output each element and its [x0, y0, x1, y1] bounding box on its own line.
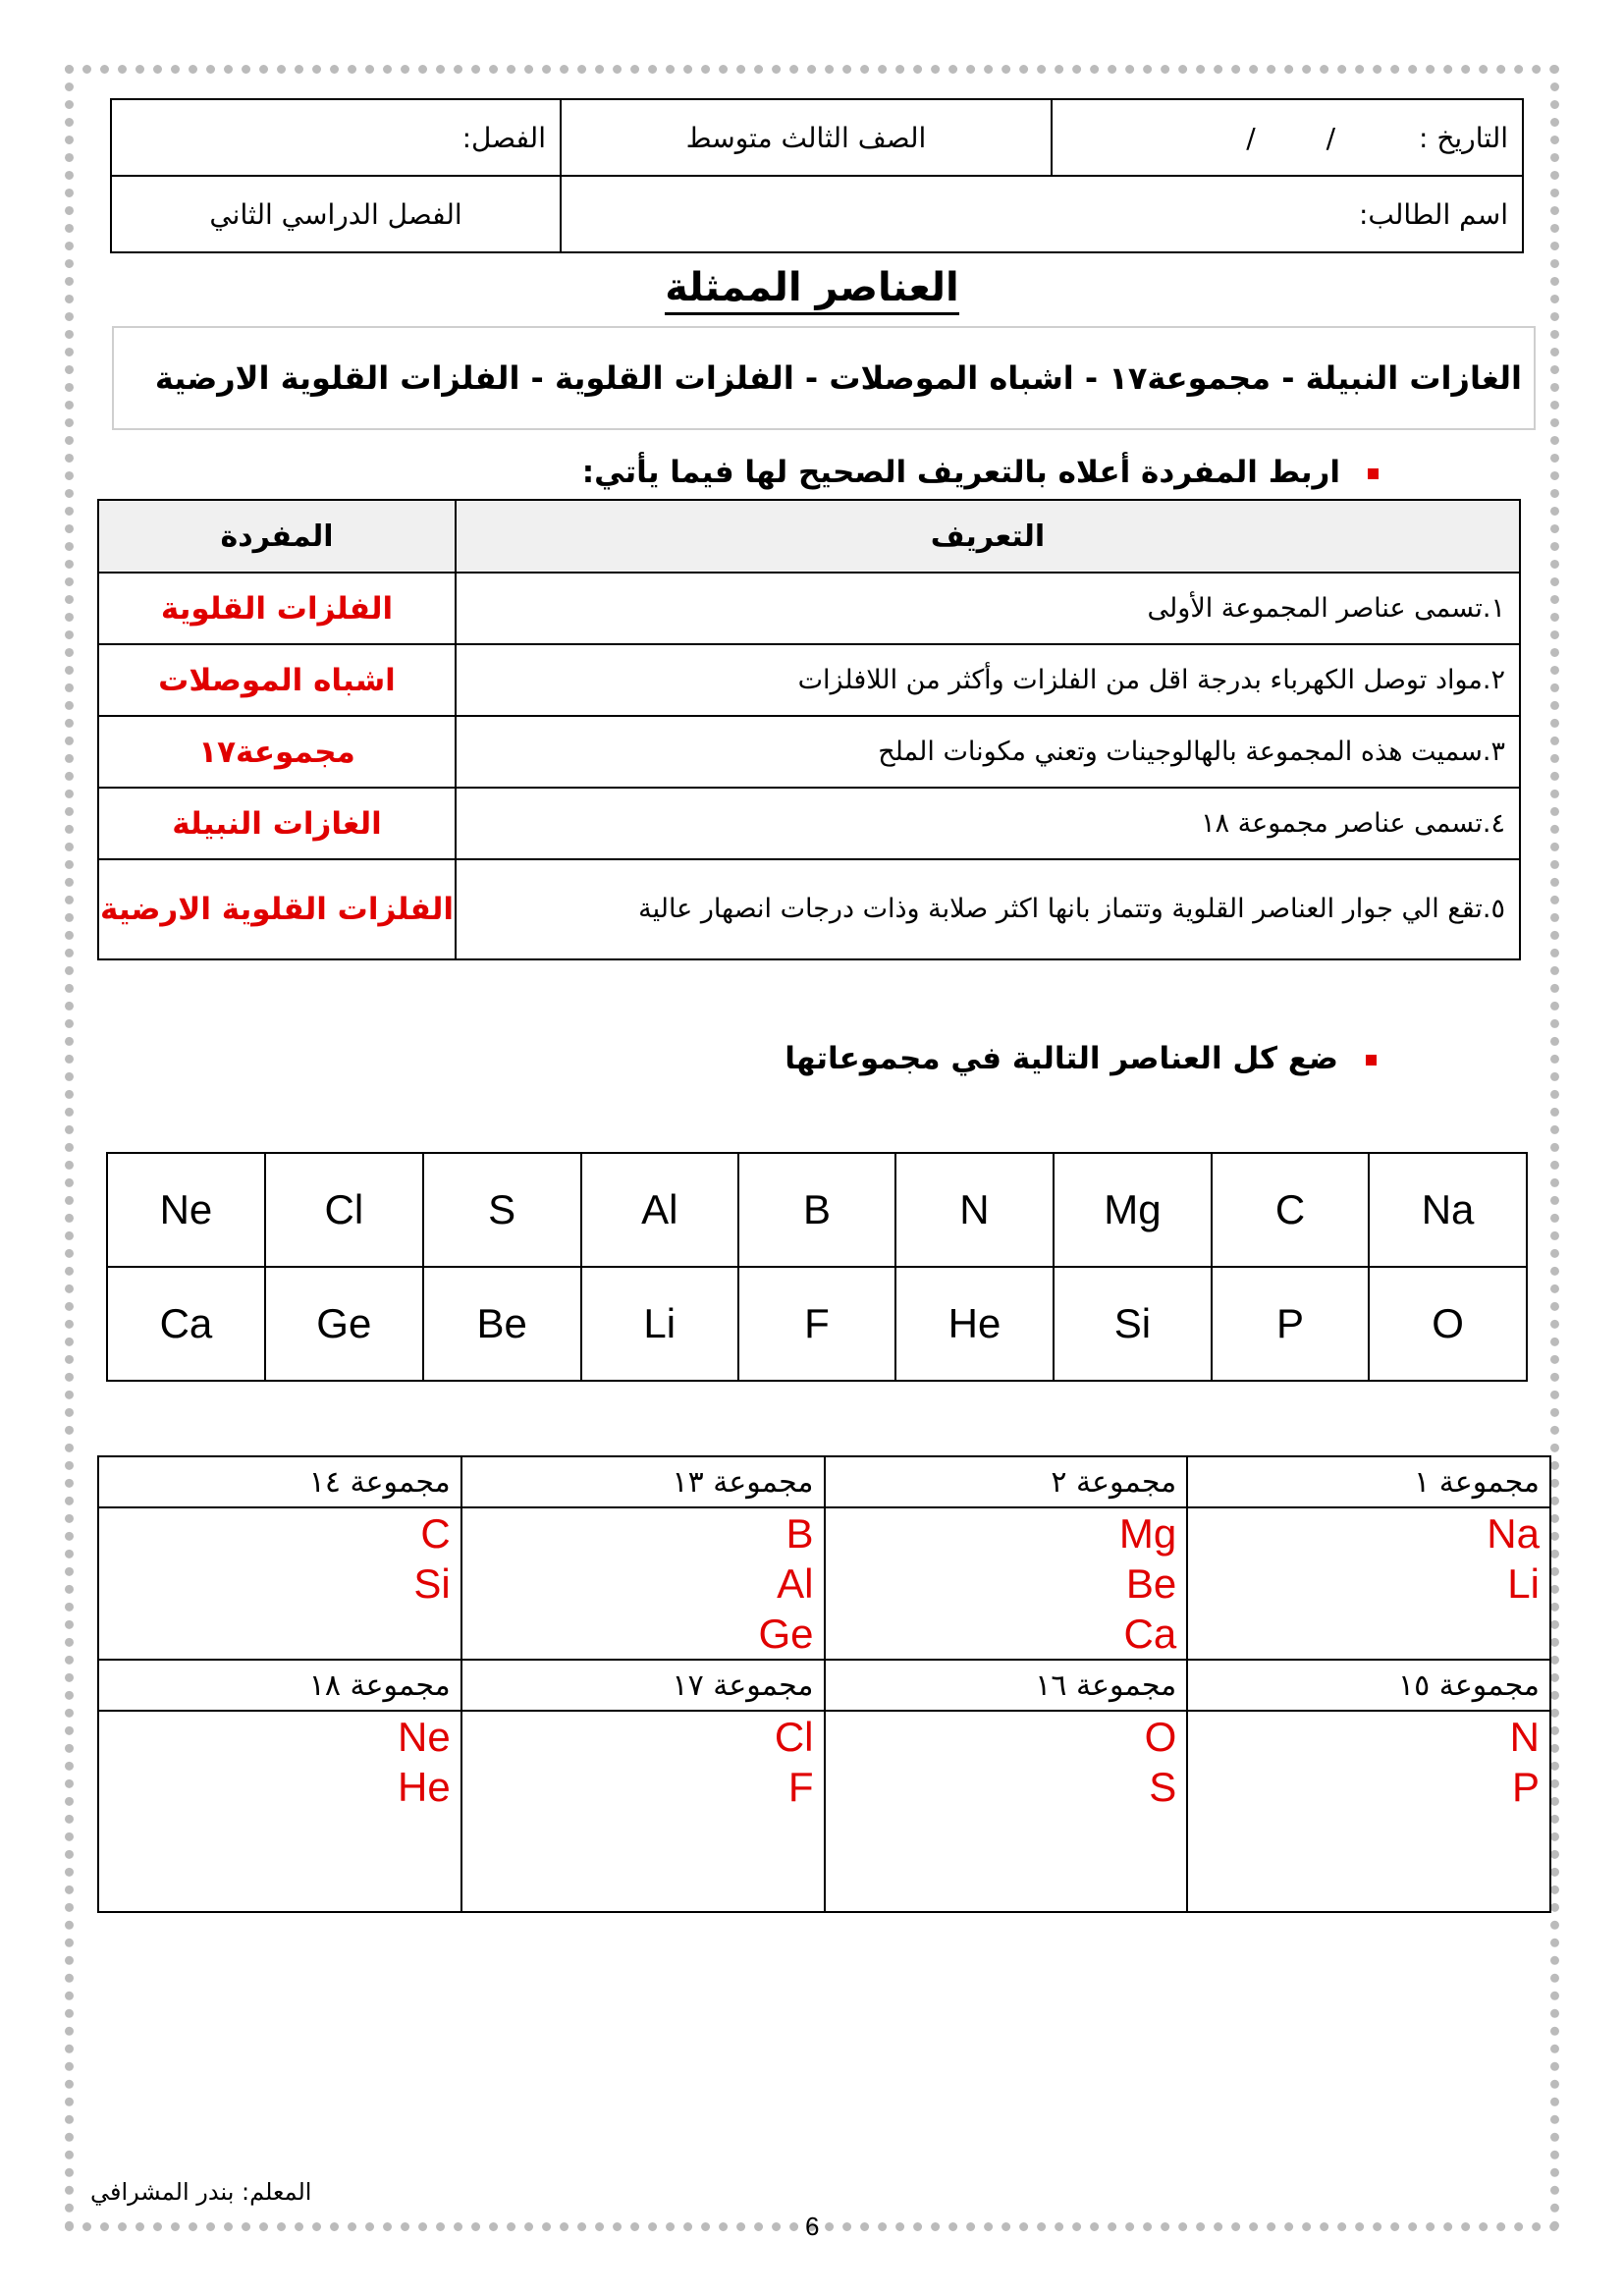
student-name-cell: اسم الطالب: — [561, 176, 1523, 252]
element-answer: F — [787, 1764, 814, 1810]
element-cell: O — [1369, 1267, 1527, 1381]
groups-header-row-2 — [98, 1660, 1550, 1711]
group-label: مجموعة ١٧ — [461, 1660, 825, 1711]
bullet-icon — [1366, 1055, 1377, 1066]
groups-table — [97, 1455, 1551, 1913]
groups-answer-row-1 — [98, 1507, 1550, 1660]
group-label: مجموعة ١٦ — [825, 1660, 1188, 1711]
group-answers — [461, 1711, 825, 1912]
group-answers — [1187, 1507, 1550, 1660]
element-cell: Ge — [265, 1267, 423, 1381]
date-label: التاريخ : — [1418, 121, 1508, 154]
elements-row-2 — [107, 1267, 1527, 1381]
element-answer: Si — [413, 1560, 451, 1607]
element-answer: Li — [1507, 1560, 1540, 1607]
instruction-match: اربط المفردة أعلاه بالتعريف الصحيح لها فيما يأتي: — [582, 455, 1379, 490]
teacher-name: المعلم: بندر المشرافي — [90, 2178, 312, 2206]
table-row — [98, 859, 1520, 959]
table-row — [98, 788, 1520, 859]
element-answer: He — [398, 1764, 451, 1810]
element-answer: Be — [1125, 1560, 1177, 1607]
element-cell: Na — [1369, 1153, 1527, 1267]
group-answers — [1187, 1711, 1550, 1912]
class-cell: الفصل: — [111, 99, 561, 176]
group-label: مجموعة ١٨ — [98, 1660, 461, 1711]
element-cell: Cl — [265, 1153, 423, 1267]
element-answer: S — [1149, 1764, 1177, 1810]
element-cell: F — [738, 1267, 895, 1381]
instruction-classify: ضع كل العناصر التالية في مجموعاتها — [785, 1041, 1377, 1076]
element-cell: Al — [581, 1153, 738, 1267]
element-cell: P — [1212, 1267, 1369, 1381]
answer-cell: الفلزات القلوية — [98, 573, 456, 644]
answer-cell: الغازات النبيلة — [98, 788, 456, 859]
word-bank: الغازات النبيلة - مجموعة١٧ - اشباه الموصلات - الفلزات القلوية - الفلزات القلوية الارضية — [112, 326, 1536, 430]
answer-cell: مجموعة١٧ — [98, 716, 456, 788]
element-answer: P — [1511, 1764, 1540, 1810]
element-answer: B — [785, 1510, 814, 1557]
element-cell: C — [1212, 1153, 1369, 1267]
element-cell: S — [423, 1153, 581, 1267]
page-number: 6 — [805, 2212, 820, 2241]
element-cell: Ne — [107, 1153, 265, 1267]
group-answers — [825, 1711, 1188, 1912]
definition-cell: ٣.سميت هذه المجموعة بالهالوجينات وتعني مكونات الملح — [456, 716, 1520, 788]
header-table — [110, 98, 1524, 253]
element-answer: Na — [1487, 1510, 1540, 1557]
groups-header-row-1 — [98, 1456, 1550, 1507]
element-answer: Ne — [398, 1714, 451, 1760]
element-answer: O — [1144, 1714, 1177, 1760]
group-label: مجموعة ١٤ — [98, 1456, 461, 1507]
term-header: المفردة — [98, 500, 456, 573]
element-answer: Ca — [1123, 1611, 1177, 1657]
date-slashes: // — [1246, 121, 1336, 154]
group-answers — [825, 1507, 1188, 1660]
group-answers — [98, 1711, 461, 1912]
definition-cell: ٤.تسمى عناصر مجموعة ١٨ — [456, 788, 1520, 859]
group-label: مجموعة ١ — [1187, 1456, 1550, 1507]
element-answer: C — [420, 1510, 451, 1557]
bullet-icon — [1368, 468, 1379, 479]
element-cell: He — [895, 1267, 1054, 1381]
definition-cell: ٢.مواد توصل الكهرباء بدرجة اقل من الفلزات وأكثر من اللافلزات — [456, 644, 1520, 716]
table-row — [98, 573, 1520, 644]
element-answer: N — [1509, 1714, 1540, 1760]
element-cell: Be — [423, 1267, 581, 1381]
element-answer: Cl — [774, 1714, 814, 1760]
group-label: مجموعة ١٥ — [1187, 1660, 1550, 1711]
element-answer: Ge — [758, 1611, 814, 1657]
groups-answer-row-2 — [98, 1711, 1550, 1912]
grade-cell: الصف الثالث متوسط — [561, 99, 1052, 176]
element-cell: Si — [1054, 1267, 1212, 1381]
element-cell: Mg — [1054, 1153, 1212, 1267]
group-label: مجموعة ١٣ — [461, 1456, 825, 1507]
group-answers — [461, 1507, 825, 1660]
elements-row-1 — [107, 1153, 1527, 1267]
element-cell: B — [738, 1153, 895, 1267]
semester-cell: الفصل الدراسي الثاني — [111, 176, 561, 252]
group-label: مجموعة ٢ — [825, 1456, 1188, 1507]
element-answer: Mg — [1118, 1510, 1177, 1557]
element-cell: N — [895, 1153, 1054, 1267]
elements-table — [106, 1152, 1528, 1382]
answer-cell: اشباه الموصلات — [98, 644, 456, 716]
element-answer: Al — [777, 1560, 814, 1607]
element-cell: Li — [581, 1267, 738, 1381]
definition-header: التعريف — [456, 500, 1520, 573]
answer-cell: الفلزات القلوية الارضية — [98, 859, 456, 959]
element-cell: Ca — [107, 1267, 265, 1381]
page-title: العناصر الممثلة — [0, 265, 1624, 310]
definition-cell: ٥.تقع الي جوار العناصر القلوية وتتماز بانها اكثر صلابة وذات درجات انصهار عالية — [456, 859, 1520, 959]
table-row — [98, 716, 1520, 788]
table-row — [98, 644, 1520, 716]
group-answers — [98, 1507, 461, 1660]
date-cell — [1052, 99, 1523, 176]
definition-cell: ١.تسمى عناصر المجموعة الأولى — [456, 573, 1520, 644]
definitions-table — [97, 499, 1521, 960]
